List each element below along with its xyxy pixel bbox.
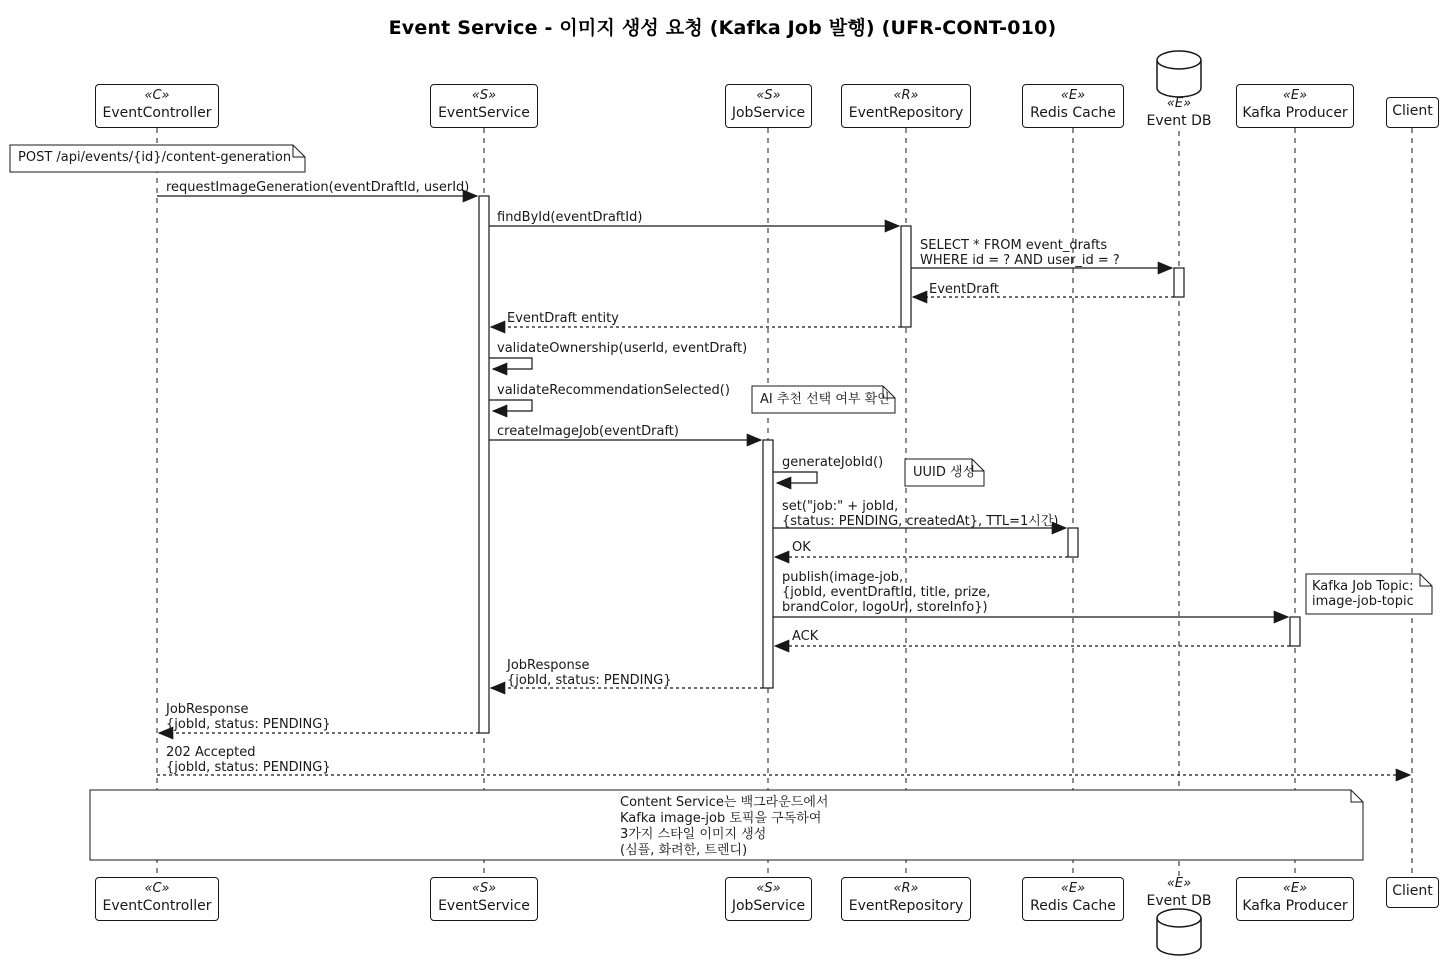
message-line: 202 Accepted <box>166 745 256 760</box>
database-icon <box>1157 909 1201 955</box>
arrow-validate-ownership-self <box>489 358 532 369</box>
message-validate-recommendation: validateRecommendationSelected() <box>497 383 730 398</box>
participant-name: Kafka Producer <box>1242 898 1348 914</box>
participant-name: EventService <box>438 105 530 121</box>
note-line: Kafka Job Topic: <box>1312 579 1414 594</box>
stereotype-label: «S» <box>471 881 497 896</box>
activation-redis-cache <box>1068 528 1078 557</box>
stereotype-label: «S» <box>471 88 497 103</box>
database-icon <box>1157 51 1201 97</box>
participant-name: JobService <box>731 898 806 914</box>
message-find-by-id: findById(eventDraftId) <box>497 210 643 225</box>
diagram-title: Event Service - 이미지 생성 요청 (Kafka Job 발행) (UFR-CONT-010) <box>388 17 1057 39</box>
note-line: Kafka image-job 토픽을 구독하여 <box>620 811 822 826</box>
message-create-image-job: createImageJob(eventDraft) <box>497 424 679 439</box>
note-post-endpoint-text: POST /api/events/{id}/content-generation <box>18 150 292 165</box>
message-validate-ownership: validateOwnership(userId, eventDraft) <box>497 341 748 356</box>
stereotype-label: «E» <box>1282 88 1308 103</box>
note-line: image-job-topic <box>1312 594 1414 609</box>
participant-jobservice-top <box>725 84 812 128</box>
message-eventdraft-return: EventDraft <box>929 282 1000 297</box>
participant-name: Redis Cache <box>1030 105 1116 121</box>
stereotype-label: «E» <box>1166 96 1192 111</box>
participant-name: Event DB <box>1146 893 1212 909</box>
message-line: publish(image-job, <box>782 570 904 585</box>
participant-eventcontroller-bottom <box>95 877 219 921</box>
participant-jobservice-bottom <box>725 877 812 921</box>
activation-jobservice <box>763 440 773 688</box>
message-line: brandColor, logoUrl, storeInfo}) <box>782 600 988 615</box>
message-line: {status: PENDING, createdAt}, TTL=1시간) <box>782 514 1059 529</box>
participant-eventservice-top <box>430 84 538 128</box>
note-line: (심플, 화려한, 트렌디) <box>620 843 748 858</box>
message-redis-ok: OK <box>792 540 811 555</box>
message-line: JobResponse <box>507 658 590 673</box>
stereotype-label: «E» <box>1060 88 1086 103</box>
message-line: {jobId, status: PENDING} <box>166 760 331 775</box>
arrow-validate-recommendation-self <box>489 400 532 411</box>
activation-kafka-producer <box>1290 617 1300 646</box>
stereotype-label: «C» <box>144 881 170 896</box>
stereotype-label: «C» <box>144 88 170 103</box>
message-eventdraft-entity: EventDraft entity <box>507 311 619 326</box>
message-line: WHERE id = ? AND user_id = ? <box>920 253 1120 268</box>
message-line: set("job:" + jobId, <box>782 499 899 514</box>
message-kafka-publish <box>782 570 990 615</box>
participant-name: Event DB <box>1146 113 1212 129</box>
participant-eventrepository-bottom <box>841 877 971 921</box>
stereotype-label: «S» <box>756 88 781 103</box>
note-content-service-text <box>620 795 828 859</box>
note-ai-check-text: AI 추천 선택 여부 확인 <box>760 392 890 407</box>
note-line: 3가지 스타일 이미지 생성 <box>620 827 767 842</box>
participant-redis-cache-top <box>1022 84 1124 128</box>
stereotype-label: «R» <box>893 88 919 103</box>
activation-eventrepository <box>901 226 911 327</box>
stereotype-label: «S» <box>756 881 781 896</box>
participant-event-db-top <box>1134 96 1224 131</box>
participant-name: EventService <box>438 898 530 914</box>
message-line: JobResponse <box>166 702 249 717</box>
participant-name: EventController <box>102 105 212 121</box>
note-kafka-topic-text <box>1312 579 1414 609</box>
participant-redis-cache-bottom <box>1022 877 1124 921</box>
participant-eventservice-bottom <box>430 877 538 921</box>
message-job-response-to-controller <box>166 702 331 732</box>
participant-name: EventRepository <box>848 898 964 914</box>
stereotype-label: «R» <box>893 881 919 896</box>
message-line: {jobId, status: PENDING} <box>507 673 672 688</box>
message-202-accepted <box>166 745 331 775</box>
participant-name: Client <box>1392 103 1433 119</box>
message-select-query <box>920 238 1120 268</box>
arrow-generate-job-id-self <box>773 472 817 483</box>
activation-event-db <box>1174 268 1184 297</box>
participant-name: EventController <box>102 898 212 914</box>
stereotype-label: «E» <box>1166 876 1192 891</box>
message-generate-job-id: generateJobId() <box>782 455 884 470</box>
message-job-response-to-service <box>507 658 672 688</box>
participant-event-db-bottom <box>1134 876 1224 911</box>
participant-name: Client <box>1392 883 1433 899</box>
participant-kafka-producer-top <box>1236 84 1354 128</box>
message-line: {jobId, eventDraftId, title, prize, <box>782 585 991 600</box>
note-line: Content Service는 백그라운드에서 <box>620 795 829 810</box>
message-arrows <box>157 196 1410 775</box>
participant-name: EventRepository <box>848 105 964 121</box>
message-line: {jobId, status: PENDING} <box>166 717 331 732</box>
participant-eventcontroller-top <box>95 84 219 128</box>
participant-name: Redis Cache <box>1030 898 1116 914</box>
participant-client-bottom <box>1386 877 1439 908</box>
stereotype-label: «E» <box>1282 881 1308 896</box>
participant-kafka-producer-bottom <box>1236 877 1354 921</box>
participant-client-top <box>1386 97 1439 128</box>
activation-bars <box>479 196 1300 733</box>
message-redis-set <box>782 499 1058 529</box>
participant-name: JobService <box>731 105 806 121</box>
participant-eventrepository-top <box>841 84 971 128</box>
activation-eventservice <box>479 196 489 733</box>
message-line: SELECT * FROM event_drafts <box>920 238 1108 253</box>
note-uuid-text: UUID 생성 <box>913 465 976 480</box>
message-request-image-generation: requestImageGeneration(eventDraftId, userId) <box>166 180 470 195</box>
stereotype-label: «E» <box>1060 881 1086 896</box>
participant-name: Kafka Producer <box>1242 105 1348 121</box>
message-kafka-ack: ACK <box>792 629 819 644</box>
